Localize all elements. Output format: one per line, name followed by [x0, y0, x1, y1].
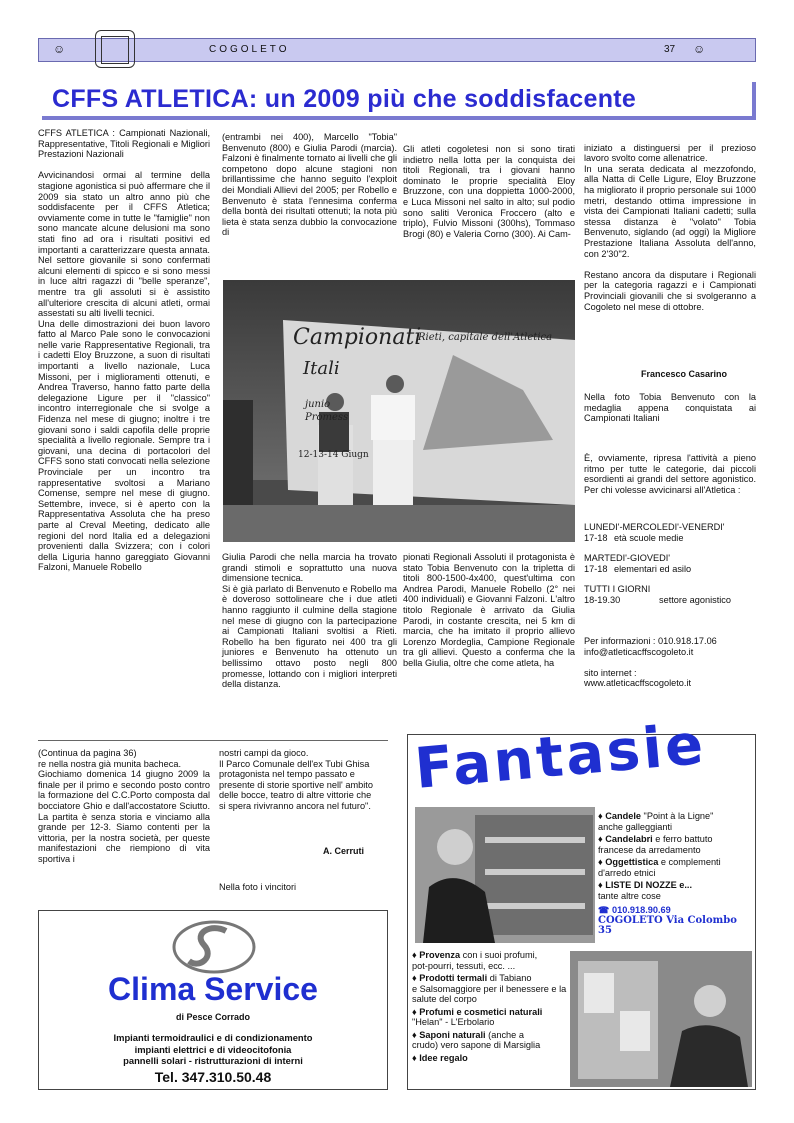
article-column-4-text: iniziato a distinguersi per il prezioso lavoro svolto come allenatrice. In una serata dedicata al mezzofondo, alla Natta di Celle Ligure, Eloy Bruzzone ha migliorato il proprio personale sui 1000 metri, destando ottima impressione in vista dei Campionati Italiani cadetti; sulla stessa distanza è "volato" Tobia Benvenuto, siglando (ad oggi) la Migliore Prestazione Italiana Assoluta dell'anno, con 2'30"2. Restano ancora da disputare i Regionali per la categoria ragazzi e i Campionati Provinciali giovanili che si svolgeranno a Cogoleto nel mese di ottobre.: [584, 142, 756, 312]
item-text: tante altre cose: [598, 890, 661, 901]
fantasie-ad: [407, 711, 756, 1090]
fantasie-item: ♦ Saponi naturali (anche a crudo) vero sapone di Marsiglia: [412, 1029, 541, 1050]
schedule: [584, 522, 756, 606]
clima-logo-icon: [171, 919, 257, 975]
item-text: di Tabiano e Salsomaggiore per il benessere e la salute del corpo: [412, 973, 567, 1004]
schedule-days: TUTTI I GIORNI: [584, 584, 651, 595]
item-text: con i suoi profumi, pot-pourri, tessuti, ecc. ...: [412, 950, 538, 971]
bocce-article-right: nostri campi da gioco. Il Parco Comunale dell'ex Tubi Ghisa protagonista nel tempo passato e presente di storie sportive nell' ambito delle bocce, teatro di altre vittorie che si spera rivivranno ancora nel futuro".: [219, 748, 373, 811]
contact-info: Per informazioni : 010.918.17.06 info@atleticacffscogoleto.it sito internet : www.atleticacffscogoleto.it: [584, 636, 717, 689]
article-column-1: CFFS ATLETICA : Campionati Nazionali, Rappresentative, Titoli Regionali e Migliori Prestazioni Nazionali Avvicinandosi ormai al termine della stagione agonistica si può affermare che il 2009 sia stato un altro anno più che soddisfacente per il CFFS Atletica; ovviamente come in tutte le "famiglie" non sono mancate alcune delusioni ma sono stati fino ad ora i risultati positivi ed importanti a caratterizzare questa annata. Nel settore giovanile si sono confermati alcuni elementi di spicco e si sono messi in luce altri ragazzi di "belle speranze", mentre tra gli assoluti si è assistito all'ulteriore crescita di alcuni atleti, ormai assestati su alti livelli tecnici. Una delle dimostrazioni dei buon lavoro fatto al Marco Pale sono le convocazioni nelle varie Rappresentative Regionali, tra i cadetti Eloy Bruzzone, a suon di risultati importanti a livello nazionale, Luca Missoni, per i miglioramenti ottenuti, e Andrea Traverso, hanno fatto parte della delegazione Ligure per il "classico" incontro interregionale che si svolge a Fidenza nel mese di giugno; inoltre i tre giovani sono i saldi capofila delle proprie specialità a livello regionale. Sempre tra i giovani, una decina di portacolori del CFFS sono stati convocati nella selezione Provinciale per un incontro tra rappresentative svoltosi a Mariano Comense, sempre nel mese di giugno. Settembre, invece, si è aperto con la Rappresentativa Assoluta che ha preso parte al Creval Meeting, dedicato alle regioni del nord Italia ed a delegazioni provenienti dalla Svizzera; con i colori della Liguria hanno gareggiato Giovanni Falzoni, Manuele Robello: [38, 128, 210, 573]
fantasie-item: ♦ Provenza con i suoi profumi, pot-pourri, tessuti, ecc. ...: [412, 950, 538, 971]
podium-photo: [223, 280, 575, 542]
item-title: Candelabri: [605, 834, 653, 844]
clima-phone: Tel. 347.310.50.48: [154, 1069, 272, 1085]
schedule-time: 17-18: [584, 532, 608, 543]
clima-line: pannelli solari - ristrutturazioni di interni: [123, 1055, 303, 1066]
article-column-4: [584, 132, 756, 312]
article-column-2-bottom: Giulia Parodi che nella marcia ha trovato grandi stimoli e soprattutto una nuova dimensione tecnica. Si è già parlato di Benvenuto e Robello ma è doveroso sottolineare che i due atleti hanno raggiunto il culmine della stagione nel mese di giugno con la partecipazione ai Campionati Italiani svoltisi a Rieti. Robello ha ben figurato nei 400 tra gli juniores e Benvenuto ha ottenuto un bellissimo ottavo posto negli 800 promesse, lottando con i migliori interpreti della distanza.: [222, 552, 397, 690]
fantasie-item: ♦ Prodotti termali di Tabiano e Salsomaggiore per il benessere e la salute del corpo: [412, 973, 567, 1004]
schedule-row: [584, 553, 756, 574]
item-title: Provenza: [419, 950, 461, 960]
clima-services: [39, 1032, 387, 1067]
schedule-time: 18-19.30: [584, 594, 621, 605]
item-text: (anche a crudo) vero sapone di Marsiglia: [412, 1029, 541, 1050]
schedule-row: [584, 584, 756, 605]
article-title: CFFS ATLETICA: un 2009 più che soddisfacente: [52, 85, 637, 113]
item-title: Oggettistica: [605, 857, 659, 867]
activity-intro: È, ovviamente, ripresa l'attività a pieno ritmo per tutte le categorie, dai piccoli esordienti ai grandi del settore agonistico. Per chi volesse avvicinarsi all'Atletica :: [584, 453, 756, 495]
clima-name: Clima Service: [108, 971, 318, 1007]
photo-caption: Nella foto Tobia Benvenuto con la medaglia appena conquistata ai Campionati Italiani: [584, 392, 756, 424]
section-divider: [38, 740, 388, 741]
fantasie-item: ♦ Profumi e cosmetici naturali "Helan" - L'Erbolario: [412, 1006, 543, 1027]
fantasie-address: COGOLETO Via Colombo 35: [598, 914, 737, 936]
bocce-article-left: (Continua da pagina 36) re nella nostra già munita bacheca. Giochiamo domenica 14 giugno 2009 la finale per il primo e secondo posto contro la formazione del C.C.Porto composta dal bocciatore Ghio e dall'accostatore Sciutto. La partita è senza storia e vinciamo alla grande per 12-3. Siamo contenti per la vittoria, per la nostra società, per queste manifestazioni che riempiono di vita sportiva i: [38, 748, 210, 864]
clima-line: impianti elettrici e di videocitofonia: [134, 1043, 292, 1055]
item-title: Idee regalo: [419, 1052, 468, 1063]
item-text: "Point à la Ligne" anche galleggianti: [598, 811, 714, 832]
header-decoration-inner: [101, 36, 129, 64]
fantasie-item: ♦ Idee regalo: [412, 1052, 468, 1063]
item-text: "Helan" - L'Erbolario: [412, 1017, 495, 1027]
schedule-days: MARTEDI'-GIOVEDI': [584, 553, 671, 564]
schedule-desc: elementari ed asilo: [614, 563, 692, 574]
banner-title: Campionati: [293, 325, 422, 350]
products-photo: [570, 951, 752, 1087]
banner-italy: Itali: [303, 358, 340, 379]
header-town: COGOLETO: [209, 44, 290, 55]
bocce-signature: A. Cerruti: [323, 846, 365, 856]
schedule-time: 17-18: [584, 563, 608, 574]
fantasie-phone: ☎ 010.918.90.69: [598, 905, 671, 915]
banner-dates: 12-13-14 Giugn: [298, 450, 369, 460]
fantasie-item: ♦ Candelabri e ferro battuto francese da arredamento: [598, 834, 713, 855]
item-text: e ferro battuto francese da arredamento: [598, 834, 713, 855]
item-title: Candele: [605, 811, 641, 821]
page-number: 37: [664, 44, 676, 55]
item-title: Prodotti termali: [419, 973, 488, 983]
item-text: e complementi d'arredo etnici: [598, 857, 721, 878]
schedule-desc: settore agonistico: [659, 594, 732, 605]
podium-photo-image: [223, 280, 575, 542]
page-header-bar: [38, 38, 756, 62]
bocce-caption: Nella foto i vincitori: [219, 882, 297, 892]
shop-photo: [415, 807, 595, 943]
fantasie-list-top: [598, 811, 754, 937]
item-title: Profumi e cosmetici naturali: [419, 1006, 543, 1017]
fantasie-item: ♦ Candele "Point à la Ligne" anche galleggianti: [598, 811, 714, 832]
fantasie-item: ♦ LISTE DI NOZZE e... tante altre cose: [598, 880, 693, 901]
fantasie-list-bottom: [412, 950, 572, 1063]
article-column-3-bottom: pionati Regionali Assoluti il protagonista è stato Tobia Benvenuto con la tripletta di titoli 800-1500-4x400, quest'ultima con Andrea Parodi, Manuele Robello (2° nei 400 individuali) e Giovanni Falzoni. L'altro titolo Regionale è arrivato da Giulia Parodi, in costante crescita, nei 5 km di marcia, che ha imitato il proprio allievo Lorenzo Mordeglia, Campione Regionale tra gli allievi. Questo a conferma che la bella Giulia, oltre che come atleta, ha: [403, 552, 575, 668]
fantasie-item: ♦ Oggettistica e complementi d'arredo etnici: [598, 857, 721, 878]
schedule-days: LUNEDI'-MERCOLEDI'-VENERDI': [584, 522, 725, 532]
item-title: LISTE DI NOZZE e...: [605, 880, 693, 890]
clima-line: Impianti termoidraulici e di condizionamento: [113, 1032, 313, 1043]
schedule-desc: età scuole medie: [614, 532, 684, 543]
clima-service-ad: [38, 910, 388, 1090]
article-column-2-top: (entrambi nei 400), Marcello "Tobia" Benvenuto (800) e Giulia Parodi (marcia). Falzoni è finalmente tornato ai livelli che gli competono dopo alcune stagioni non brillantissime che hanno seguito l'exploit dei Mondiali Allievi del 2005; per Robello e Benvenuto è stata l'ennesima conferma della bontà dei risultati ottenuti; la nota più lieta è stata senza dubbio la convocazione di: [222, 132, 397, 238]
banner-subtitle: Rieti, capitale dell'Atletica: [418, 332, 553, 343]
smiley-icon: ☺: [53, 42, 66, 56]
clima-owner: di Pesce Corrado: [175, 1012, 251, 1022]
author-signature: Francesco Casarino: [641, 369, 728, 379]
banner-categories: junio Promess: [305, 399, 349, 423]
smiley-icon: ☺: [693, 42, 706, 56]
article-column-3-top: Gli atleti cogoletesi non si sono tirati indietro nella lotta per la conquista dei titoli Regionali, tra i giovani hanno dominato le proprie specialità Eloy Bruzzone, con una doppietta 1000-2000, e Luca Missoni nel salto in alto; sul podio sono saliti Veronica Froccero (alto e triplo), Fulvio Missoni (300hs), Tommaso Brogi (80) e Valeria Corno (300). Ai Cam-: [403, 144, 575, 239]
item-title: Saponi naturali: [419, 1029, 486, 1040]
fantasie-name: Fantasie: [412, 711, 709, 802]
schedule-row: [584, 522, 756, 543]
